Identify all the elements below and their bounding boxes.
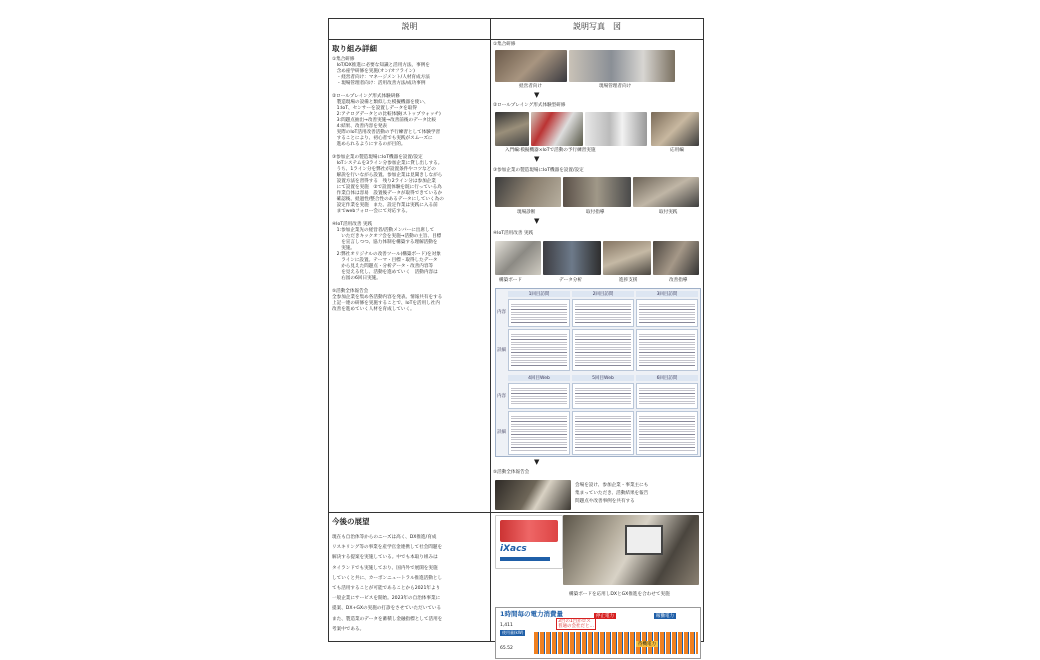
table-row-label: 詳細: [497, 348, 506, 353]
arrow-down-icon: ▼: [534, 217, 540, 225]
caption-improvement-guidance: 改善指導: [669, 278, 688, 283]
table-cell: [572, 383, 634, 409]
photo-progress-support: [603, 241, 651, 275]
chart-label-operating: 稼働電力: [656, 614, 674, 619]
photo-site-diagnosis: [495, 177, 561, 207]
table-cell: [508, 383, 570, 409]
table-cell: [508, 299, 570, 327]
photo-data-analysis: [543, 241, 601, 275]
photo-advanced: [651, 112, 699, 146]
section-divider: [329, 512, 703, 513]
caption-executives: 経営者向け: [519, 84, 542, 89]
right-step5-title: ⑤活動全体報告会: [493, 470, 530, 475]
table-row-label: 内容: [497, 394, 506, 399]
table-header: 4回目Web: [508, 375, 570, 381]
right-step1-title: ①集合研修: [493, 42, 516, 47]
details-body: ①集合研修 IoT/DX推進に必要な知識と活用方法、事例を 含め座学研修を実施(オン/オフライン) ・経営者向け：マネージメント/人材育成方法 ・現場管理者向け：活用改善方法/成功事例 ②ロールプレイング形式体験研修 製造現場の設備と類似した模擬機器を使い、 1:IoT、センサーを設置しデータを取得 2:アナログデータとの比較体験(ストップウォッチ) 3:問題点抽出→改善実施→改善前後のデータ比較 4:結果、改善内容を発表 実際のIoT活用改善活動の予行練習として体験学習 することにより、初心者でも実践がスムーズに 進められるようにするのが目的。 ③参加企業の製造現場にIoT機器を設置/設定 IoTシステムを3ライン分参加企業に貸し出しする。 うち、1ライン分を弊社が設置条件やコツなどの 解説を行いながら設置。参加企業は見聞きしながら 設置方法を習得する 残り2ライン分は参加企業 にて設置を実施 ②で設置体験を既に行っている為 作業自体は容易 設置後データが取得できているか 確認後、経過性/整合性のあるデータにしていく為の 設定作業を実施 また、設定作業は実践に入る前 までwebフォロー会にて対応する。 ④IoT活用改善 実践 1:参加企業先の経営者/活動メンバーに出席して いただきキックオフ会を実施→活動の主旨、目標 を宣言しつつ、協力体制を構築する理解活動を 実施。 2:弊社オリジナルの改善ツール(構築ボード)を対象 ラインに設置。テーマ・目標・取得したデータ から見えた問題点・分析データ・改善内容等 を見える化し、活動を進めていく 活動内容は 右図の6回日実施。 ⑤活動全体報告会 全参加企業を集め各活動内容を発表。情報共有をする 上記一連の研修を実施することで、IoTを活用し社内 改善を進めていく人材を育成していく。: [332, 57, 444, 312]
photo-roleplay-2: [585, 112, 647, 146]
photo-install-practice: [633, 177, 699, 207]
chart-axis-top: 1,411: [500, 623, 513, 628]
table-cell: [636, 383, 698, 409]
chart-callout-loss: 3台の1台がロス 普通の会社だと…: [558, 619, 594, 629]
caption-board: 構築ボード: [499, 278, 522, 283]
table-row-label: 詳細: [497, 430, 506, 435]
arrow-down-icon: ▼: [534, 458, 540, 466]
right-step4-title: ④IoT活用改善 実践: [493, 231, 534, 236]
photo-report-meeting: [495, 480, 571, 510]
caption-beginner: 入門編:模擬機器×IoTで活動の予行練習実施: [505, 148, 596, 153]
caption-progress-support: 進捗支援: [619, 278, 638, 283]
photo-seminar-executives: [495, 50, 567, 82]
chart-unit: 使用量(kW): [502, 630, 524, 635]
document-table: [328, 18, 704, 651]
ixacs-logo: iXacs: [500, 544, 527, 554]
table-header: 3回目訪問: [636, 291, 698, 297]
table-header: 6回目訪問: [636, 375, 698, 381]
table-header: 5回目Web: [572, 375, 634, 381]
table-cell: [508, 411, 570, 455]
caption-install-guidance: 取付指導: [586, 210, 605, 215]
table-cell: [572, 329, 634, 371]
caption-advanced: 応用編: [670, 148, 684, 153]
header-divider: [329, 39, 703, 40]
table-cell: [572, 299, 634, 327]
chart-label-stop: 停止電力: [596, 614, 614, 619]
table-header: 2回目訪問: [572, 291, 634, 297]
chart-axis-bottom: 65.52: [500, 646, 513, 651]
section-title-details: 取り組み詳細: [332, 44, 377, 53]
right-step2-title: ②ロールプレイング形式体験型研修: [493, 103, 566, 108]
caption-managers: 現場管理者向け: [599, 84, 632, 89]
chart-label-standby: 待機電力: [638, 642, 656, 647]
photo-seminar-managers: [569, 50, 675, 82]
table-row-label: 内容: [497, 310, 506, 315]
table-cell: [572, 411, 634, 455]
photo-board: [495, 241, 541, 275]
table-header: 1回目訪問: [508, 291, 570, 297]
chart-bars: [534, 632, 698, 654]
table-cell: [508, 329, 570, 371]
visit-schedule-table: [495, 288, 701, 457]
caption-dx-gx: 構築ボードを応用しDXとGX推進を合わせて実施: [569, 592, 670, 597]
poster-ixacs: [495, 515, 563, 569]
photo-improvement-guidance: [653, 241, 699, 275]
caption-data-analysis: データ分析: [559, 278, 582, 283]
right-column-header: 説明写真 図: [573, 22, 621, 31]
photo-roleplay-1: [531, 112, 583, 146]
column-divider: [490, 19, 491, 641]
photo-install-guidance: [563, 177, 631, 207]
photo-simulator: [495, 112, 529, 146]
caption-site-diagnosis: 現場診断: [517, 210, 536, 215]
caption-install-practice: 取付実践: [659, 210, 678, 215]
outlook-body: 現在も自治体等からのニーズは高く、DX推進/育成 リスキリング等の事業を産学官金連携して社会問題を 解決する提案を実施している。中でも本取り組みは タイランドでも実施しており、国内外で展開を実施 していくと共に、カーボンニュートラル推進活動とし ても活用することが可能であることから2021年より 一般企業にサービスを開始。2023年の自治体事業に 提案、DX+GXの実施の打診をさせていただいている また、製造業のデータを蓄積し金融指標として活用を 考案中である。: [332, 535, 443, 632]
right-step3-title: ③参加企業の製造現場にIoT機器を設置/設定: [493, 168, 584, 173]
arrow-down-icon: ▼: [534, 91, 540, 99]
arrow-down-icon: ▼: [534, 155, 540, 163]
photo-dx-gx-board: [563, 515, 699, 585]
table-cell: [636, 329, 698, 371]
table-cell: [636, 299, 698, 327]
left-column-header: 説明: [401, 22, 418, 31]
report-meeting-text: 会場を設け、参加企業・事業主にも 集まっていただき、活動結果を報告 問題点や改善事例を共有する: [575, 483, 649, 504]
table-cell: [636, 411, 698, 455]
section-title-outlook: 今後の展望: [332, 517, 370, 526]
power-consumption-chart: [495, 607, 701, 659]
chart-title: 1時間毎の電力消費量: [500, 610, 564, 618]
